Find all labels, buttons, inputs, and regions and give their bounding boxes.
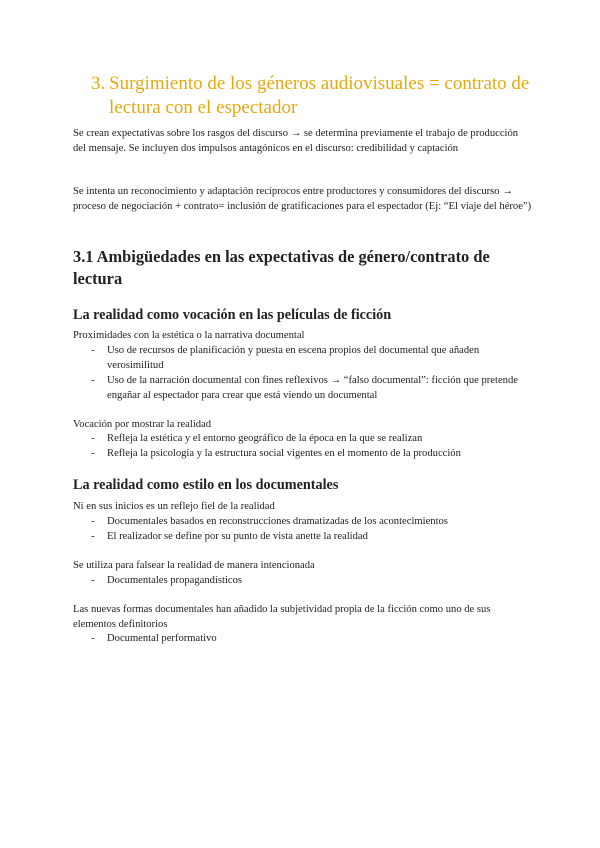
section-3-heading [91, 72, 561, 120]
paragraph-reconocimiento: Se intenta un reconocimiento y adaptación recíprocos entre productores y consumidores del discurso → proceso de negociación + contrato= inclusión de gratificaciones para el espectador (Ej: “El viaje del héroe”) [73, 186, 532, 212]
list-label-vocacion: Vocación por mostrar la realidad [73, 419, 212, 430]
list-item [73, 514, 533, 529]
list-item-text: Documentales basados en reconstrucciones dramatizadas de los acontecimientos [107, 516, 448, 527]
list-item [73, 529, 533, 544]
list-item [73, 573, 533, 588]
bullet-dash: - [91, 433, 95, 444]
list-item-text: Uso de recursos de planificación y puesta en escena propios del documental que añaden verosimilitud [107, 345, 480, 371]
list-label-inicios: Ni en sus inicios es un reflejo fiel de la realidad [73, 501, 275, 512]
bullet-list-falsear [73, 573, 533, 588]
bullet-dash: - [91, 633, 95, 644]
list-item [73, 631, 533, 646]
bullet-dash: - [91, 575, 95, 586]
list-label-nuevas-formas: Las nuevas formas documentales han añadido la subjetividad propia de la ficción como uno de sus elementos definitorios [73, 604, 491, 630]
bullet-list-vocacion [73, 431, 533, 461]
bullet-dash: - [91, 531, 95, 542]
bullet-dash: - [91, 375, 95, 386]
subheading-realidad-estilo: La realidad como estilo en los documentales [73, 477, 339, 493]
list-item-text: Refleja la estética y el entorno geográfico de la época en la que se realizan [107, 433, 423, 444]
list-label-falsear: Se utiliza para falsear la realidad de manera intencionada [73, 560, 315, 571]
bullet-list-proximidades [73, 343, 533, 403]
list-item-text: Documental performativo [107, 633, 217, 644]
list-label-proximidades: Proximidades con la estética o la narrativa documental [73, 330, 305, 341]
list-item-text: Documentales propagandísticos [107, 575, 243, 586]
list-item-text: El realizador se define por su punto de vista anette la realidad [107, 531, 368, 542]
list-item [73, 446, 533, 461]
bullet-dash: - [91, 516, 95, 527]
list-item [73, 431, 533, 446]
list-item [73, 373, 533, 403]
list-item-text: Uso de la narración documental con fines reflexivos → “falso documental”: ficción que pretende engañar al espectador para crear que está viendo un documental [107, 375, 518, 401]
section-3-1-heading: 3.1 Ambigüedades en las expectativas de género/contrato de lectura [73, 247, 490, 288]
subheading-realidad-vocacion: La realidad como vocación en las películas de ficción [73, 307, 392, 323]
paragraph-expectativas: Se crean expectativas sobre los rasgos del discurso → se determina previamente el trabajo de producción del mensaje. Se incluyen dos impulsos antagónicos en el discurso: credibilidad y captación [73, 128, 519, 154]
section-3-number: 3. [91, 73, 106, 94]
bullet-dash: - [91, 448, 95, 459]
list-item-text: Refleja la psicología y la estructura social vigentes en el momento de la producción [107, 448, 461, 459]
bullet-dash: - [91, 345, 95, 356]
bullet-list-nuevas-formas [73, 631, 533, 646]
section-3-title: Surgimiento de los géneros audiovisuales = contrato de lectura con el espectador [109, 73, 530, 118]
list-item [73, 343, 533, 373]
bullet-list-inicios [73, 514, 533, 544]
